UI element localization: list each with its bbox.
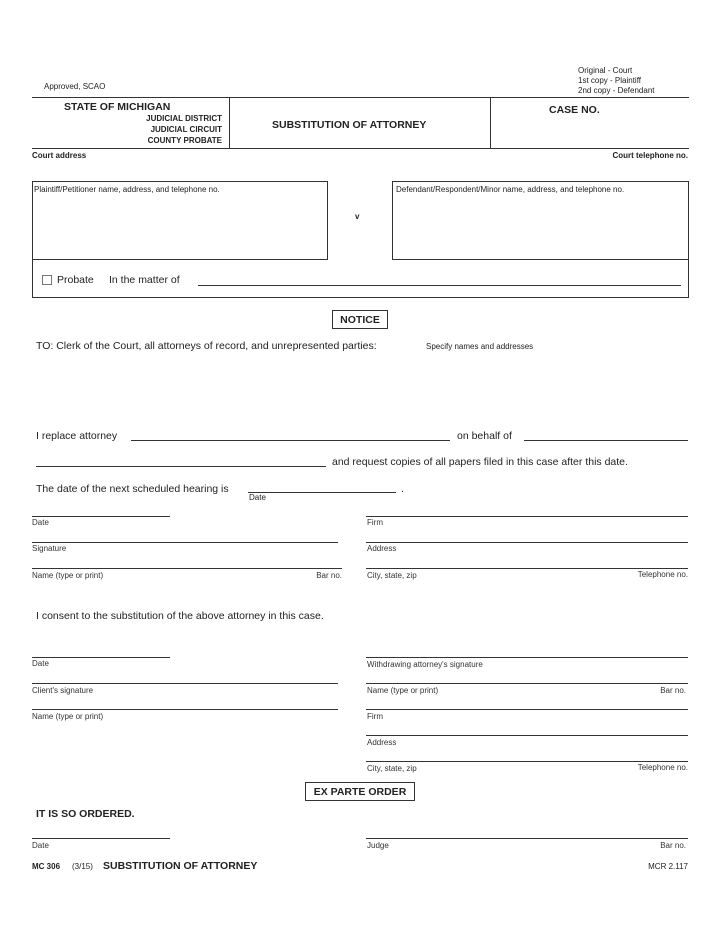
notice-heading: NOTICE (332, 310, 388, 329)
court-circuit: JUDICIAL CIRCUIT (150, 125, 222, 134)
attorney-date-label: Date (32, 518, 49, 527)
client-name-label: Name (type or print) (32, 712, 104, 721)
form-revision: (3/15) (72, 862, 93, 871)
consent-date-label: Date (32, 659, 49, 668)
footer-title: SUBSTITUTION OF ATTORNEY (103, 860, 258, 872)
hearing-date-caption: Date (249, 493, 266, 502)
defendant-box[interactable] (392, 181, 689, 260)
court-district: JUDICIAL DISTRICT (146, 114, 222, 123)
plaintiff-label: Plaintiff/Petitioner name, address, and telephone no. (34, 185, 220, 194)
court-address-label: Court address (32, 151, 87, 160)
form-title: SUBSTITUTION OF ATTORNEY (272, 119, 427, 131)
notice-to-text: TO: Clerk of the Court, all attorneys of record, and unrepresented parties: (36, 340, 377, 352)
withdrawing-address-line[interactable] (366, 735, 688, 736)
versus-text: v (355, 212, 360, 221)
hearing-period: . (401, 483, 404, 495)
withdrawing-signature-line[interactable] (366, 657, 688, 658)
withdrawing-firm-label: Firm (367, 712, 383, 721)
judge-signature-line[interactable] (366, 838, 688, 839)
court-phone-label: Court telephone no. (612, 151, 688, 160)
state-name: STATE OF MICHIGAN (64, 101, 171, 113)
replace-attorney-line[interactable] (131, 440, 450, 441)
judge-bar-label: Bar no. (660, 841, 686, 850)
withdrawing-phone-label: Telephone no. (637, 763, 688, 772)
copy-defendant: 2nd copy - Defendant (578, 86, 655, 95)
withdrawing-address-label: Address (367, 738, 397, 747)
judge-label: Judge (367, 841, 389, 850)
form-number: MC 306 (32, 862, 61, 871)
withdrawing-signature-label: Withdrawing attorney's signature (367, 660, 483, 669)
client-signature-label: Client's signature (32, 686, 94, 695)
plaintiff-box[interactable] (32, 181, 328, 260)
withdrawing-city-label: City, state, zip (367, 764, 417, 773)
header-divider-1 (229, 97, 230, 149)
withdrawing-bar-label: Bar no. (660, 686, 686, 695)
attorney-signature-label: Signature (32, 544, 67, 553)
replace-attorney-label: I replace attorney (36, 430, 118, 442)
probate-checkbox[interactable] (42, 275, 52, 285)
matter-label: In the matter of (109, 274, 180, 286)
on-behalf-line[interactable] (524, 440, 688, 441)
hearing-date-line[interactable] (248, 492, 396, 493)
hearing-text: The date of the next scheduled hearing is (36, 483, 229, 495)
client-name-line-2[interactable] (32, 709, 338, 710)
attorney-phone-label: Telephone no. (637, 570, 688, 579)
ex-parte-order-heading: EX PARTE ORDER (305, 782, 415, 801)
attorney-address-line[interactable] (366, 542, 688, 543)
attorney-city-label: City, state, zip (367, 571, 417, 580)
header-bottom-rule (32, 148, 689, 149)
copy-distribution (578, 66, 655, 96)
defendant-label: Defendant/Respondent/Minor name, address, and telephone no. (396, 185, 625, 194)
case-number-label: CASE NO. (549, 104, 600, 116)
consent-text: I consent to the substitution of the above attorney in this case. (36, 610, 324, 622)
court-rule: MCR 2.117 (648, 862, 688, 871)
client-signature-line[interactable] (32, 683, 338, 684)
attorney-address-label: Address (367, 544, 397, 553)
order-date-label: Date (32, 841, 49, 850)
request-copies-text: and request copies of all papers filed in this case after this date. (332, 456, 628, 468)
copy-plaintiff: 1st copy - Plaintiff (578, 76, 641, 85)
withdrawing-city-line[interactable] (366, 761, 688, 762)
attorney-firm-label: Firm (367, 518, 383, 527)
matter-line[interactable] (198, 285, 681, 286)
header-divider-2 (490, 97, 491, 149)
court-type-list (100, 113, 222, 146)
order-date-line[interactable] (32, 838, 170, 839)
attorney-name-label: Name (type or print) (32, 571, 104, 580)
withdrawing-name-label: Name (type or print) (367, 686, 439, 695)
on-behalf-label: on behalf of (457, 430, 512, 442)
attorney-name-line[interactable] (32, 568, 342, 569)
withdrawing-firm-line[interactable] (366, 709, 688, 710)
court-probate: COUNTY PROBATE (147, 136, 222, 145)
approval-text: Approved, SCAO (44, 82, 106, 91)
attorney-firm-line[interactable] (366, 516, 688, 517)
so-ordered-text: IT IS SO ORDERED. (36, 808, 135, 820)
client-name-line[interactable] (36, 466, 326, 467)
attorney-bar-label: Bar no. (316, 571, 342, 580)
header-top-rule (32, 97, 689, 98)
attorney-city-line[interactable] (366, 568, 688, 569)
consent-date-line[interactable] (32, 657, 170, 658)
probate-label: Probate (57, 274, 94, 286)
specify-names-hint: Specify names and addresses (426, 342, 534, 351)
copy-original: Original - Court (578, 66, 633, 75)
attorney-signature-line[interactable] (32, 542, 338, 543)
withdrawing-name-line[interactable] (366, 683, 688, 684)
attorney-date-line[interactable] (32, 516, 170, 517)
